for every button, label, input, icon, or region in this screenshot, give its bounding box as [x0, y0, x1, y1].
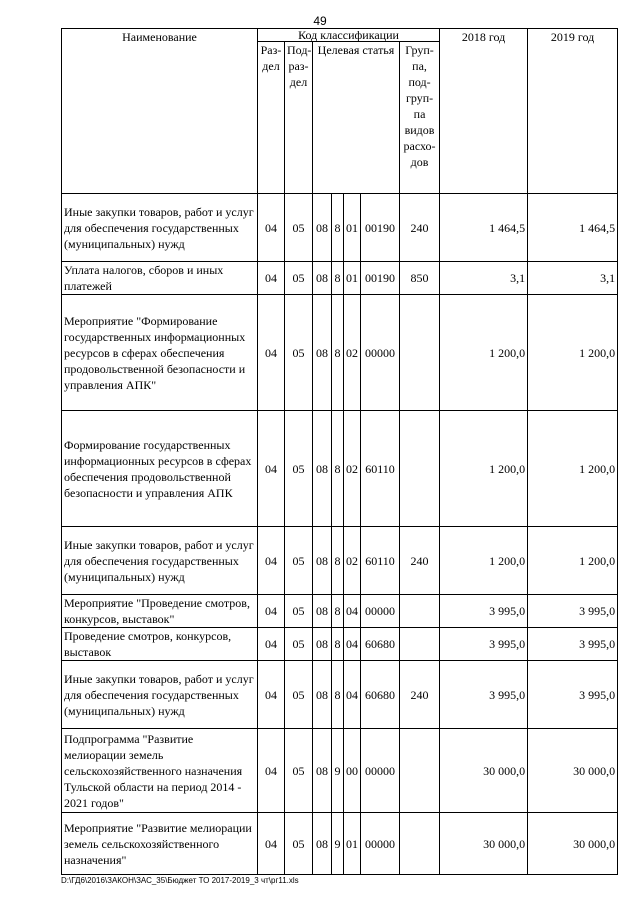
row-name-cell: Иные закупки товаров, работ и услуг для обеспечения государственных (муниципальных) нужд — [62, 661, 258, 729]
amount-2019-cell: 1 200,0 — [528, 527, 618, 595]
section-cell: 04 — [258, 595, 285, 628]
subsection-cell: 05 — [285, 729, 313, 813]
amount-2018-cell: 3 995,0 — [440, 661, 528, 729]
table-row — [62, 411, 618, 527]
target-program-cell: 08 — [313, 813, 332, 875]
file-path-footer: D:\ГД6\2016\ЗАКОН\ЗАС_35\Бюджет ТО 2017-2019_3 чт\рг11.xls — [61, 876, 299, 885]
target-event-cell: 02 — [344, 411, 361, 527]
expense-type-cell — [400, 295, 440, 411]
target-program-cell: 08 — [313, 527, 332, 595]
amount-2018-cell: 3,1 — [440, 262, 528, 295]
amount-2018-cell: 1 464,5 — [440, 194, 528, 262]
table-row — [62, 729, 618, 813]
target-program-cell: 08 — [313, 628, 332, 661]
header-section: Раз- дел — [258, 42, 285, 194]
target-direction-cell: 60680 — [361, 628, 400, 661]
target-direction-cell: 00000 — [361, 813, 400, 875]
subsection-cell: 05 — [285, 661, 313, 729]
target-event-cell: 02 — [344, 527, 361, 595]
subsection-cell: 05 — [285, 194, 313, 262]
target-subprogram-cell: 8 — [332, 194, 344, 262]
subsection-cell: 05 — [285, 262, 313, 295]
subsection-cell: 05 — [285, 527, 313, 595]
amount-2019-cell: 3,1 — [528, 262, 618, 295]
row-name-cell: Мероприятие "Проведение смотров, конкурсов, выставок" — [62, 595, 258, 628]
header-2019: 2019 год — [528, 29, 618, 194]
amount-2019-cell: 1 200,0 — [528, 411, 618, 527]
amount-2018-cell: 3 995,0 — [440, 628, 528, 661]
target-event-cell: 01 — [344, 194, 361, 262]
section-cell: 04 — [258, 729, 285, 813]
header-2018: 2018 год — [440, 29, 528, 194]
target-direction-cell: 00000 — [361, 295, 400, 411]
section-cell: 04 — [258, 295, 285, 411]
budget-table — [61, 28, 618, 875]
subsection-cell: 05 — [285, 595, 313, 628]
header-subsection: Под- раз- дел — [285, 42, 313, 194]
target-program-cell: 08 — [313, 411, 332, 527]
section-cell: 04 — [258, 813, 285, 875]
table-row — [62, 628, 618, 661]
section-cell: 04 — [258, 262, 285, 295]
target-event-cell: 01 — [344, 262, 361, 295]
target-program-cell: 08 — [313, 295, 332, 411]
expense-type-cell — [400, 595, 440, 628]
amount-2018-cell: 3 995,0 — [440, 595, 528, 628]
header-classification: Код классификации — [258, 29, 440, 42]
amount-2019-cell: 30 000,0 — [528, 813, 618, 875]
target-program-cell: 08 — [313, 729, 332, 813]
table-row — [62, 527, 618, 595]
expense-type-cell — [400, 628, 440, 661]
expense-type-cell: 240 — [400, 661, 440, 729]
expense-type-cell: 240 — [400, 194, 440, 262]
target-subprogram-cell: 8 — [332, 628, 344, 661]
table-row — [62, 194, 618, 262]
amount-2019-cell: 3 995,0 — [528, 595, 618, 628]
row-name-cell: Уплата налогов, сборов и иных платежей — [62, 262, 258, 295]
row-name-cell: Подпрограмма "Развитие мелиорации земель сельскохозяйственного назначения Тульской области на период 2014 - 2021 годов" — [62, 729, 258, 813]
amount-2018-cell: 1 200,0 — [440, 411, 528, 527]
target-direction-cell: 60680 — [361, 661, 400, 729]
header-name: Наименование — [62, 29, 258, 194]
target-direction-cell: 00000 — [361, 729, 400, 813]
section-cell: 04 — [258, 661, 285, 729]
row-name-cell: Мероприятие "Развитие мелиорации земель сельскохозяйственного назначения" — [62, 813, 258, 875]
table-row — [62, 595, 618, 628]
target-event-cell: 04 — [344, 628, 361, 661]
amount-2019-cell: 3 995,0 — [528, 661, 618, 729]
expense-type-cell — [400, 729, 440, 813]
target-direction-cell: 00000 — [361, 595, 400, 628]
row-name-cell: Иные закупки товаров, работ и услуг для обеспечения государственных (муниципальных) нужд — [62, 194, 258, 262]
target-program-cell: 08 — [313, 661, 332, 729]
target-direction-cell: 60110 — [361, 411, 400, 527]
target-subprogram-cell: 8 — [332, 295, 344, 411]
target-event-cell: 01 — [344, 813, 361, 875]
section-cell: 04 — [258, 527, 285, 595]
target-subprogram-cell: 8 — [332, 527, 344, 595]
table-row — [62, 813, 618, 875]
target-program-cell: 08 — [313, 194, 332, 262]
subsection-cell: 05 — [285, 813, 313, 875]
amount-2019-cell: 1 200,0 — [528, 295, 618, 411]
amount-2018-cell: 1 200,0 — [440, 527, 528, 595]
section-cell: 04 — [258, 194, 285, 262]
target-event-cell: 04 — [344, 595, 361, 628]
target-direction-cell: 00190 — [361, 194, 400, 262]
amount-2018-cell: 30 000,0 — [440, 729, 528, 813]
target-event-cell: 00 — [344, 729, 361, 813]
expense-type-cell — [400, 411, 440, 527]
amount-2018-cell: 30 000,0 — [440, 813, 528, 875]
header-target: Целевая статья — [313, 42, 400, 194]
row-name-cell: Мероприятие "Формирование государственных информационных ресурсов в сферах обеспечения продовольственной безопасности и управления АПК" — [62, 295, 258, 411]
target-event-cell: 04 — [344, 661, 361, 729]
section-cell: 04 — [258, 411, 285, 527]
amount-2019-cell: 1 464,5 — [528, 194, 618, 262]
amount-2019-cell: 3 995,0 — [528, 628, 618, 661]
table-row — [62, 262, 618, 295]
target-direction-cell: 00190 — [361, 262, 400, 295]
row-name-cell: Формирование государственных информационных ресурсов в сферах обеспечения продовольственной безопасности и управления АПК — [62, 411, 258, 527]
expense-type-cell — [400, 813, 440, 875]
target-subprogram-cell: 9 — [332, 729, 344, 813]
subsection-cell: 05 — [285, 295, 313, 411]
target-direction-cell: 60110 — [361, 527, 400, 595]
target-subprogram-cell: 8 — [332, 661, 344, 729]
target-event-cell: 02 — [344, 295, 361, 411]
header-group: Груп- па, под- груп- па видов расхо- дов — [400, 42, 440, 194]
row-name-cell: Проведение смотров, конкурсов, выставок — [62, 628, 258, 661]
target-subprogram-cell: 8 — [332, 411, 344, 527]
expense-type-cell: 850 — [400, 262, 440, 295]
amount-2019-cell: 30 000,0 — [528, 729, 618, 813]
subsection-cell: 05 — [285, 628, 313, 661]
target-subprogram-cell: 8 — [332, 595, 344, 628]
expense-type-cell: 240 — [400, 527, 440, 595]
amount-2018-cell: 1 200,0 — [440, 295, 528, 411]
target-program-cell: 08 — [313, 262, 332, 295]
section-cell: 04 — [258, 628, 285, 661]
table-row — [62, 295, 618, 411]
subsection-cell: 05 — [285, 411, 313, 527]
page-number: 49 — [313, 14, 327, 28]
target-subprogram-cell: 9 — [332, 813, 344, 875]
target-subprogram-cell: 8 — [332, 262, 344, 295]
row-name-cell: Иные закупки товаров, работ и услуг для обеспечения государственных (муниципальных) нужд — [62, 527, 258, 595]
target-program-cell: 08 — [313, 595, 332, 628]
table-body — [62, 194, 618, 875]
table-row — [62, 661, 618, 729]
